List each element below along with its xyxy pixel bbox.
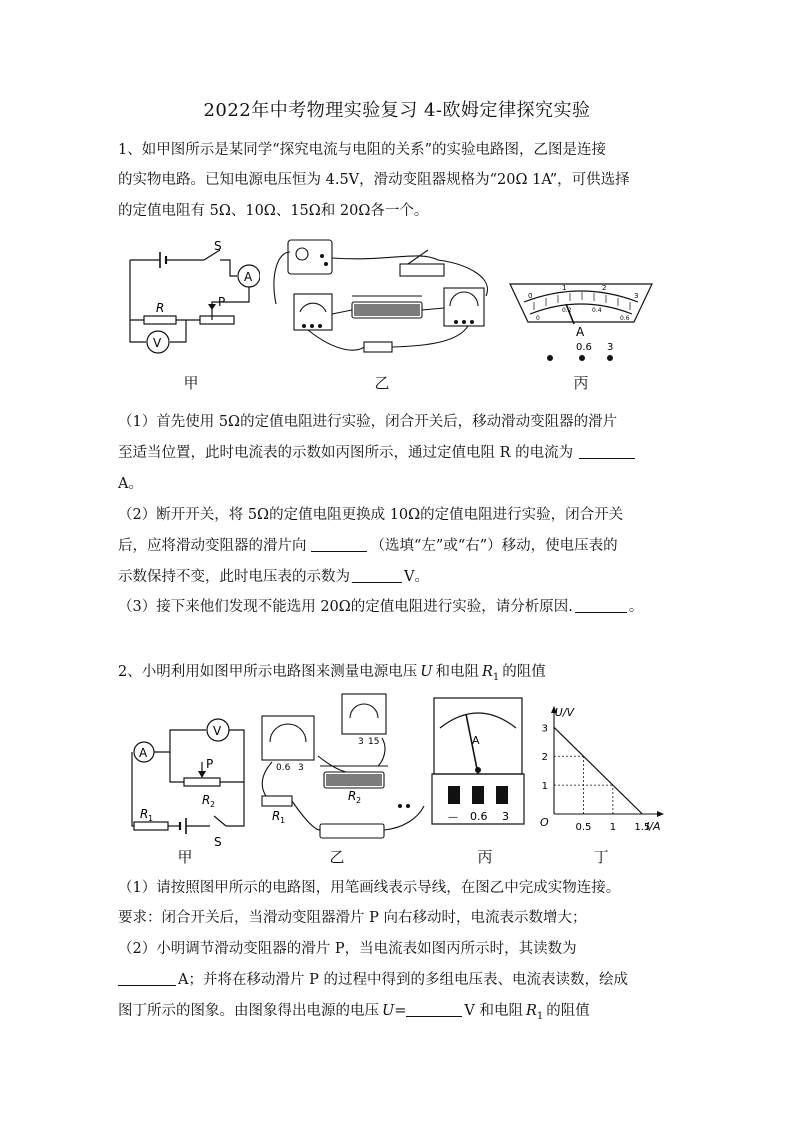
- q1-intro-line-1: 1、如甲图所示是某同学“探究电流与电阻的关系”的实验电路图，乙图是连接: [118, 142, 607, 158]
- q2-part2-sub: 1: [536, 1010, 544, 1022]
- q2-part2-u: U=: [382, 1003, 407, 1019]
- q2-yi-r2-sub: 2: [356, 796, 362, 805]
- q2-voltmeter-terminal-2: 15: [368, 737, 380, 747]
- q2-r2-sub: 2: [210, 800, 216, 809]
- q2-ammeter-terminal-2: 3: [298, 763, 304, 773]
- x-tick-2: 1.5: [634, 822, 651, 833]
- dial-sub-3: 0.6: [620, 315, 630, 322]
- q1-part1-line-2: [118, 443, 678, 463]
- q2-caption-jia: 甲: [177, 848, 193, 866]
- q2-intro-u: U: [420, 664, 433, 680]
- q2-yi-r1-label: R: [272, 809, 281, 823]
- dial-scale-1: 1: [562, 284, 567, 292]
- q1-part3-end: 。: [628, 599, 644, 615]
- q2-part1-line-2: 要求：闭合开关后，当滑动变阻器滑片 P 向右移动时，电流表示数增大；: [118, 910, 587, 926]
- q1-caption-jia: 甲: [183, 374, 199, 392]
- x-axis-label: I/A: [646, 820, 661, 833]
- q2-part2-line-2: [118, 970, 678, 990]
- q2-caption-bing: 丙: [477, 848, 493, 866]
- q2-part2-line-1: （2）小明调节滑动变阻器的滑片 P，当电流表如图丙所示时，其读数为: [118, 941, 577, 957]
- q2-ammeter: [430, 694, 526, 840]
- x-tick-1: 1: [609, 822, 617, 833]
- q1-part1-blank[interactable]: [579, 444, 635, 459]
- q2-intro-sub: 1: [492, 671, 500, 683]
- q1-part1-line-1: （1）首先使用 5Ω的定值电阻进行实验，闭合开关后，移动滑动变阻器的滑片: [118, 414, 618, 430]
- q1-circuit-diagram: [120, 236, 260, 366]
- q1-part2-line-1: （2）断开开关，将 5Ω的定值电阻更换成 10Ω的定值电阻进行实验，闭合开关: [118, 507, 624, 523]
- terminal-label-2: 3: [607, 342, 614, 353]
- q2-meter-terminal-2: 3: [502, 810, 509, 823]
- q1-physical-circuit: [268, 234, 498, 364]
- q2-physical-circuit: [258, 688, 434, 848]
- y-tick-0: 1: [541, 781, 548, 793]
- q2-r1-sub: 1: [148, 814, 154, 823]
- q1-part3-line: [118, 597, 678, 617]
- q1-caption-yi: 乙: [374, 374, 390, 392]
- q2-voltmeter-terminal-1: 3: [358, 737, 364, 747]
- q2-part2-blank-current[interactable]: [118, 971, 176, 986]
- q2-part2-blank-voltage[interactable]: [406, 1002, 462, 1017]
- dial-sub-2: 0.4: [592, 307, 602, 314]
- q1-part1-text: 至适当位置，此时电流表的示数如丙图所示，通过定值电阻 R 的电流为: [118, 445, 574, 461]
- q2-meter-minus: —: [448, 812, 458, 823]
- q2-part2-line-3: [118, 1001, 678, 1027]
- q2-part2-r: R: [525, 1003, 537, 1019]
- q2-part1-line-1: （1）请按照图甲所示的电路图，用笔画线表示导线，在图乙中完成实物连接。: [118, 880, 621, 896]
- q2-intro-post: 的阻值: [502, 664, 546, 680]
- x-tick-0: 0.5: [575, 822, 592, 833]
- q2-part2-post: 的阻值: [546, 1003, 590, 1019]
- q1-part2-voltage-text: 示数保持不变，此时电压表的示数为: [118, 569, 350, 585]
- q2-intro-pre: 2、小明利用如图甲所示电路图来测量电源电压: [118, 664, 418, 680]
- q2-part2-mid: V 和电阻: [464, 1003, 523, 1019]
- q1-part1-line-3: A。: [118, 476, 143, 492]
- q1-intro-line-2: 的实物电路。已知电源电压恒为 4.5V，滑动变阻器规格为“20Ω 1A”，可供选择: [118, 172, 630, 188]
- q2-caption-yi: 乙: [329, 848, 345, 866]
- resistor-label: R: [156, 301, 165, 315]
- q1-part2-text-post: （选填“左”或“右”）移动，使电压表的: [370, 538, 618, 554]
- q1-ammeter-dial: [506, 258, 656, 368]
- q2-meter-terminal-1: 0.6: [470, 810, 488, 823]
- q1-intro-line-3: 的定值电阻有 5Ω、10Ω、15Ω和 20Ω各一个。: [118, 203, 429, 219]
- q2-meter-unit: A: [472, 734, 480, 747]
- q2-caption-ding: 丁: [593, 848, 609, 866]
- q2-switch-label: S: [214, 835, 222, 849]
- q2-ui-graph: [530, 702, 670, 842]
- slider-label: P: [218, 295, 226, 309]
- dial-unit: A: [576, 325, 585, 339]
- q2-r2-label: R: [202, 793, 211, 807]
- q2-ammeter-label: A: [139, 746, 148, 760]
- series-line: [554, 727, 642, 814]
- q2-yi-r1-sub: 1: [280, 816, 286, 825]
- q2-part2-voltage-text: 图丁所示的图象。由图象得出电源的电压: [118, 1003, 379, 1019]
- voltmeter-label: V: [153, 336, 162, 350]
- terminal-label-1: 0.6: [576, 342, 592, 353]
- y-tick-1: 2: [541, 752, 548, 764]
- q2-circuit-diagram: [122, 712, 252, 852]
- ammeter-label: A: [244, 270, 253, 284]
- q1-part3-text: （3）接下来他们发现不能选用 20Ω的定值电阻进行实验，请分析原因.: [118, 599, 573, 615]
- origin-label: O: [540, 816, 549, 829]
- dial-scale-2: 2: [602, 284, 607, 292]
- dial-sub-0: 0: [536, 315, 540, 322]
- q1-part2-blank-voltage[interactable]: [352, 568, 402, 583]
- dial-scale-3: 3: [634, 292, 639, 300]
- q1-caption-bing: 丙: [573, 374, 589, 392]
- q2-ammeter-terminal-1: 0.6: [276, 763, 291, 773]
- dial-sub-1: 0.2: [562, 307, 572, 314]
- dial-scale-0: 0: [528, 292, 533, 300]
- page-title: 2022年中考物理实验复习 4-欧姆定律探究实验: [203, 100, 591, 121]
- q1-part3-blank[interactable]: [575, 598, 627, 613]
- q2-r1-label: R: [140, 807, 149, 821]
- q1-part2-text-pre: 后，应将滑动变阻器的滑片向: [118, 538, 307, 554]
- q1-part2-voltage-unit: V。: [404, 569, 429, 585]
- q2-voltmeter-label: V: [213, 724, 222, 738]
- q2-intro-mid: 和电阻: [435, 664, 479, 680]
- y-tick-2: 3: [541, 723, 548, 735]
- y-axis-label: U/V: [554, 706, 574, 719]
- switch-label: S: [214, 239, 222, 253]
- q2-part2-current-text: A；并将在移动滑片 P 的过程中得到的多组电压表、电流表读数，绘成: [178, 972, 628, 988]
- q2-intro: [118, 662, 678, 688]
- q1-part2-line-3: [118, 567, 678, 587]
- q1-part2-blank-direction[interactable]: [311, 537, 367, 552]
- q2-slider-label: P: [206, 757, 214, 771]
- q2-intro-r: R: [481, 664, 493, 680]
- q1-part2-line-2: [118, 536, 678, 556]
- q2-yi-r2-label: R: [348, 789, 357, 803]
